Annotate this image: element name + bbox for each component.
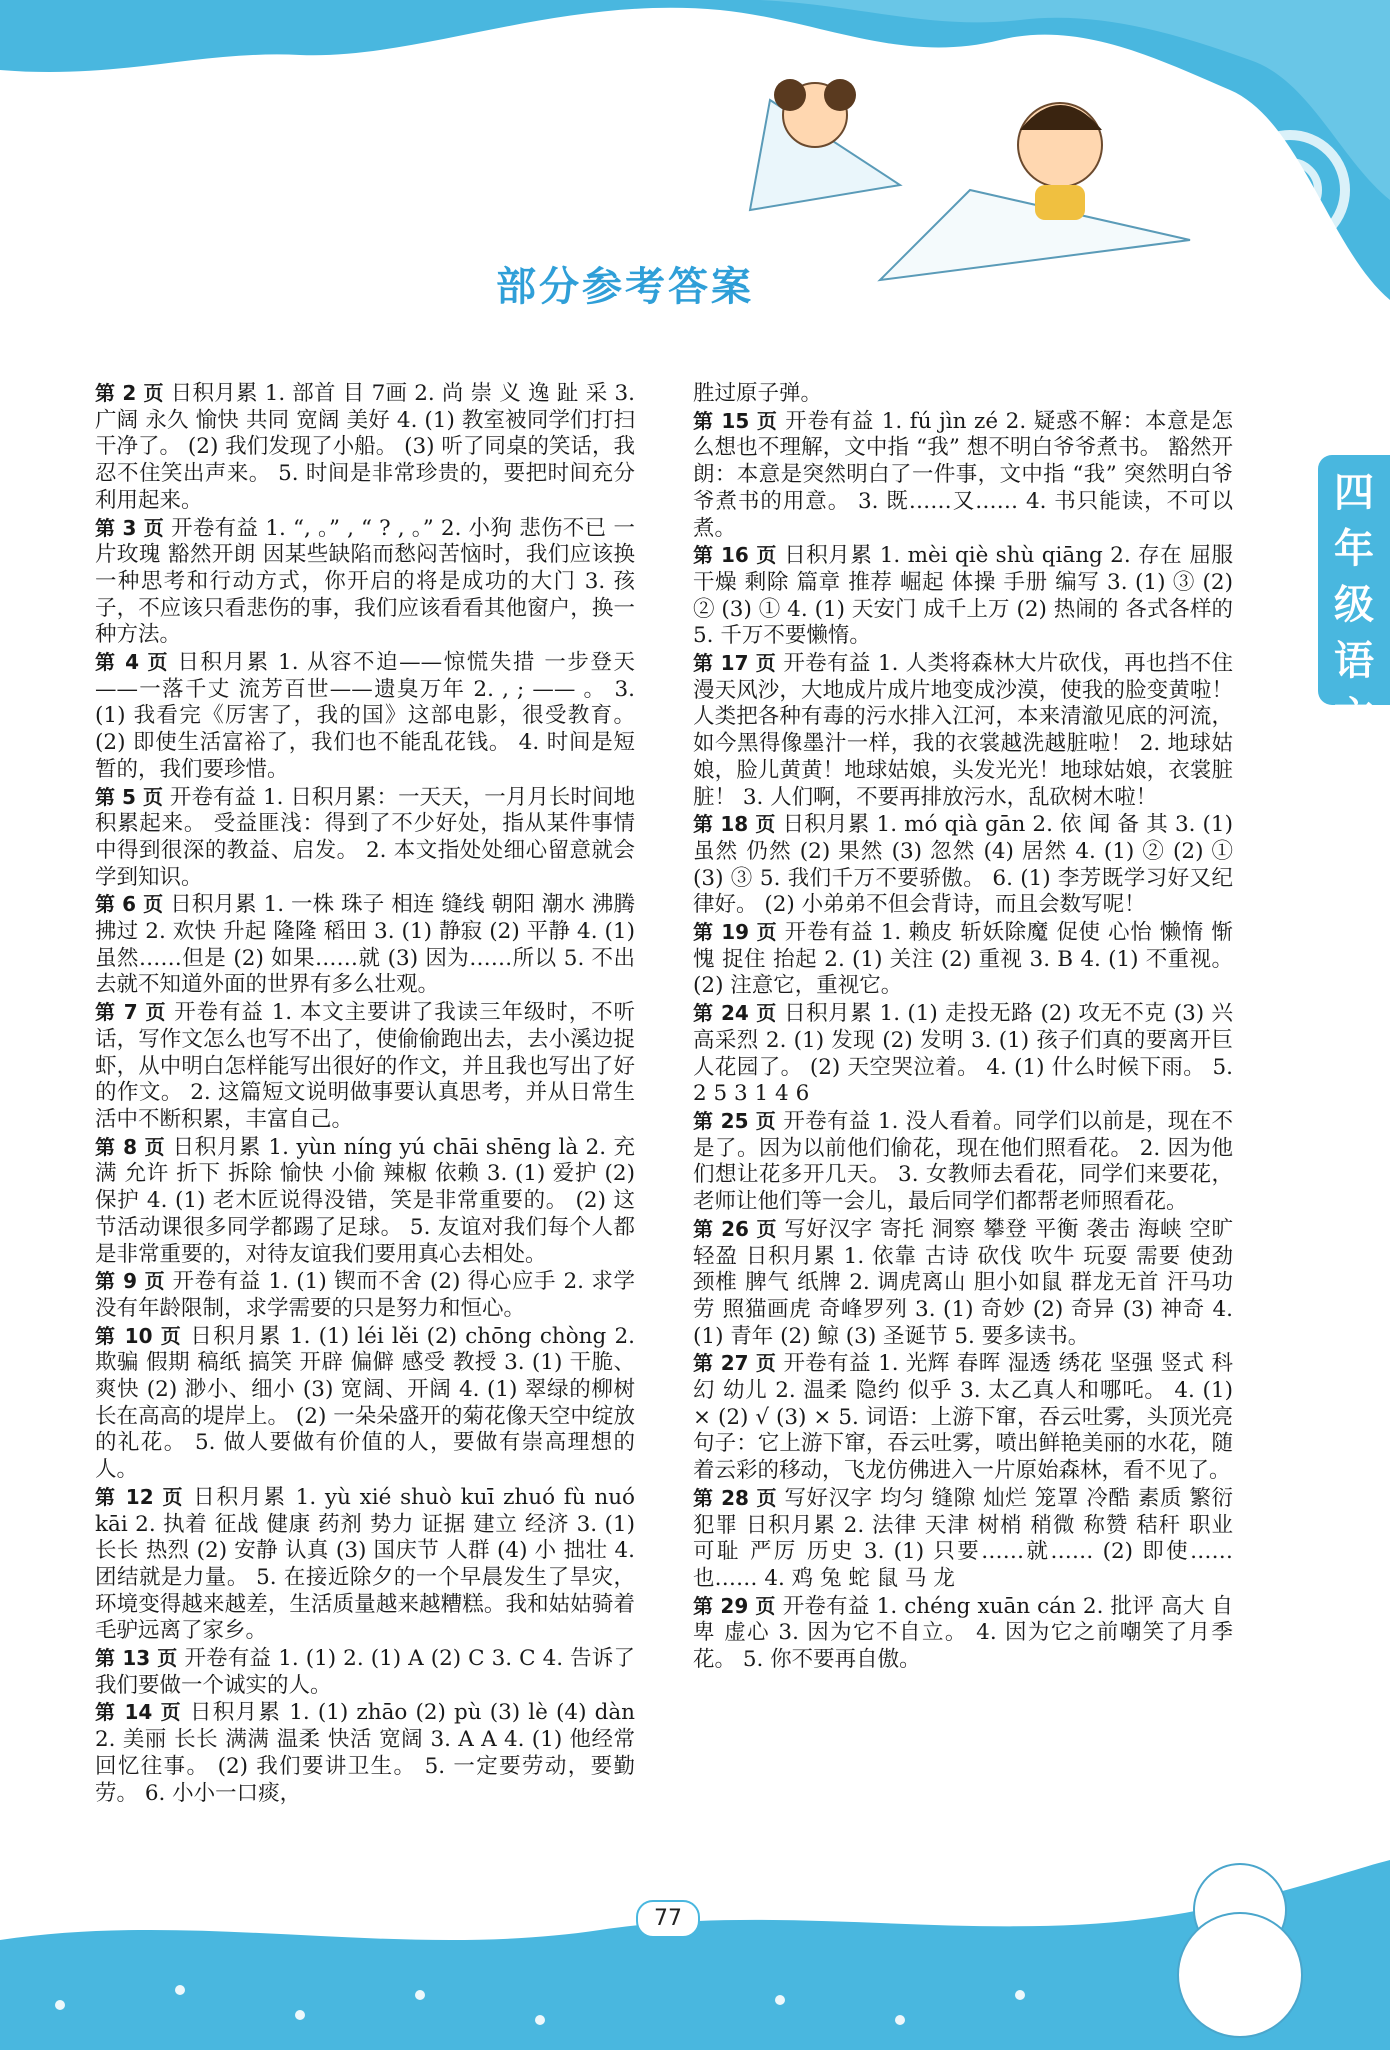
answer-text: 开卷有益 1. (1) 2. (1) A (2) C 3. C 4. 告诉了我们要做一个诚实的人。 — [95, 1646, 635, 1698]
page-ref: 第 13 页 — [95, 1646, 178, 1671]
answer-text: 日积月累 1. (1) léi lěi (2) chōng chòng 2. 欺骗 假期 稿纸 搞笑 开辟 偏僻 感受 教授 3. (1) 干脆、爽快 (2) 渺小、细小 (3) 宽阔、开阔 4. (1) 翠绿的柳树长在高高的堤岸上。 (2) 一朵朵盛开的菊花像天空中绽放的礼花。 5. 做人要做有价值的人，要做有崇高理想的人。 — [95, 1323, 635, 1483]
answer-entry — [693, 542, 1233, 650]
answer-entry — [693, 1350, 1233, 1485]
page-ref: 第 2 页 — [95, 381, 164, 405]
answer-entry — [95, 515, 635, 650]
answer-entry — [693, 408, 1233, 543]
answers-right-column — [693, 380, 1233, 1674]
answer-entry — [693, 811, 1233, 919]
answer-entry — [95, 1645, 635, 1699]
answer-entry — [693, 1485, 1233, 1593]
page-ref: 第 12 页 — [95, 1484, 185, 1509]
answer-entry — [693, 650, 1233, 811]
page-ref: 第 6 页 — [95, 892, 164, 917]
page-ref: 第 16 页 — [693, 543, 777, 568]
answer-text: 开卷有益 1. fú jìn zé 2. 疑惑不解：本意是怎么想也不理解，文中指 “我” 想不明白爷爷煮书。 豁然开朗：本意是突然明白了一件事，文中指 “我” 突然明白爷爷煮书的用意。 3. 既……又…… 4. 书只能读，不可以煮。 — [693, 408, 1233, 541]
page-ref: 第 14 页 — [95, 1700, 182, 1725]
answer-text: 日积月累 1. yùn níng yú chāi shēng là 2. 充满 允许 折下 拆除 愉快 小偷 辣椒 依赖 3. (1) 爱护 (2) 保护 4. (1) 老木匠说得没错，笑是非常重要的。 (2) 这节活动课很多同学都踢了足球。 5. 友谊对我们每个人都是非常重要的，对待友谊我们要用真心去相处。 — [95, 1134, 635, 1267]
answer-text: 日积月累 1. yù xié shuò kuī zhuó fù nuó kāi 2. 执着 征战 健康 药剂 势力 证据 建立 经济 3. (1) 长长 热烈 (2) 安静 认真 (3) 国庆节 人群 (4) 小 拙壮 4. 团结就是力量。 5. 在接近除夕的一个早晨发生了旱灾，环境变得越来越差，生活质量越来越糟糕。我和姑姑骑着毛驴远离了家乡。 — [95, 1484, 635, 1644]
answer-entry — [693, 1216, 1233, 1351]
answer-entry — [693, 380, 1233, 408]
answer-entry — [95, 891, 635, 999]
answer-entry — [95, 1323, 635, 1484]
answer-text: 开卷有益 1. 人类将森林大片砍伐，再也挡不住漫天风沙，大地成片成片地变成沙漠，使我的脸变黄啦！ 人类把各种有毒的污水排入江河，本来清澈见底的河流，如今黑得像墨汁一样，我的衣裳越洗越脏啦！ 2. 地球姑娘，脸儿黄黄！地球姑娘，头发光光！地球姑娘，衣裳脏脏！ 3. 人们啊，不要再排放污水，乱砍树木啦！ — [693, 651, 1233, 810]
answer-entry — [95, 649, 635, 784]
answer-entry — [95, 999, 635, 1134]
page-ref: 第 15 页 — [693, 408, 778, 433]
answer-text: 开卷有益 1. 没人看着。同学们以前是，现在不是了。因为以前他们偷花，现在他们照看花。 2. 因为他们想让花多开几天。 3. 女教师去看花，同学们来要花，老师让他们等一会儿，最后同学们都帮老师照看花。 — [693, 1108, 1233, 1215]
answer-text: 胜过原子弹。 — [693, 381, 823, 406]
answers-left-column — [95, 380, 635, 1807]
answer-text: 开卷有益 1. (1) 锲而不舍 (2) 得心应手 2. 求学没有年龄限制，求学需要的只是努力和恒心。 — [95, 1269, 635, 1321]
answer-text: 日积月累 1. mèi qiè shù qiāng 2. 存在 屈服 干燥 剩除 篇章 推荐 崛起 体操 手册 编写 3. (1) ③ (2) ② (3) ① 4. (1) 天安门 成千上万 (2) 热闹的 各式各样的 5. 千万不要懒惰。 — [693, 543, 1233, 649]
answer-text: 日积月累 1. mó qià gān 2. 依 闻 备 其 3. (1) 虽然 仍然 (2) 果然 (3) 忽然 (4) 居然 4. (1) ② (2) ① (3) ③ 5. 我们千万不要骄傲。 6. (1) 李芳既学习好又纪律好。 (2) 小弟弟不但会背诗，而且会数写呢！ — [693, 812, 1233, 918]
answer-text: 开卷有益 1. 本文主要讲了我读三年级时，不听话，写作文怎么也写不出了，使偷偷跑出去，去小溪边捉虾，从中明白怎样能写出很好的作文，并且我也写出了好的作文。 2. 这篇短文说明做事要认真思考，并从日常生活中不断积累，丰富自己。 — [95, 1000, 636, 1132]
answer-entry — [95, 1484, 635, 1645]
answer-text: 开卷有益 1. 赖皮 斩妖除魔 促使 心怡 懒惰 惭愧 捉住 抬起 2. (1) 关注 (2) 重视 3. B 4. (1) 不重视。 (2) 注意它，重视它。 — [693, 920, 1233, 999]
answer-text: 写好汉字 均匀 缝隙 灿烂 笼罩 冷酷 素质 繁衍 犯罪 日积月累 2. 法律 天津 树梢 稍微 称赞 秸秆 职业 可耻 严厉 历史 3. (1) 只要……就…… (2) 即使……也…… 4. 鸡 兔 蛇 鼠 马 龙 — [693, 1485, 1233, 1591]
page-ref: 第 8 页 — [95, 1134, 166, 1159]
grade-subject-label: 四年级语文 — [1334, 470, 1374, 740]
page-ref: 第 4 页 — [95, 650, 170, 675]
answer-entry — [693, 1593, 1233, 1674]
page-number: 77 — [636, 1900, 700, 1938]
answer-text: 写好汉字 寄托 洞察 攀登 平衡 袭击 海峡 空旷 轻盈 日积月累 1. 依靠 古诗 砍伐 吹牛 玩耍 需要 使劲 颈椎 脾气 纸牌 2. 调虎离山 胆小如鼠 群龙无首 汗马功劳 照猫画虎 奇峰罗列 3. (1) 奇妙 (2) 奇异 (3) 神奇 4. (1) 青年 (2) 鲸 (3) 圣诞节 5. 要多读书。 — [693, 1216, 1233, 1349]
page-ref: 第 3 页 — [95, 515, 164, 540]
answer-entry — [95, 1134, 635, 1269]
answer-text: 开卷有益 1. chéng xuān cán 2. 批评 高大 自卑 虚心 3. 因为它不自立。 4. 因为它之前嘲笑了月季花。 5. 你不要再自傲。 — [693, 1593, 1233, 1673]
page-ref: 第 18 页 — [693, 812, 776, 837]
answer-text: 开卷有益 1. 光辉 春晖 湿透 绣花 坚强 竖式 科幻 幼儿 2. 温柔 隐约 似乎 3. 太乙真人和哪吒。 4. (1) × (2) √ (3) × 5. 词语：上游下窜，吞云吐雾，头顶光亮 句子：它上游下窜，吞云吐雾，喷出鲜艳美丽的水花，随着云彩的移动，飞龙仿佛进入一片原始森林，看不见了。 — [693, 1351, 1233, 1484]
page-ref: 第 7 页 — [95, 1000, 167, 1025]
answer-text: 日积月累 1. 部首 目 7画 2. 尚 崇 义 逸 趾 采 3. 广阔 永久 愉快 共同 宽阔 美好 4. (1) 教室被同学们打扫干净了。 (2) 我们发现了小船。 (3) 听了同桌的笑话，我忍不住笑出声来。 5. 时间是非常珍贵的，要把时间充分利用起来。 — [95, 381, 635, 513]
page-ref: 第 29 页 — [693, 1593, 776, 1618]
answer-entry — [693, 919, 1233, 1000]
page-ref: 第 5 页 — [95, 784, 164, 809]
page-ref: 第 24 页 — [693, 1001, 777, 1026]
answer-text: 开卷有益 1. 日积月累：一天天，一月月长时间地积累起来。 受益匪浅：得到了不少好处，指从某件事情中得到很深的教益、启发。 2. 本文指处处细心留意就会学到知识。 — [95, 784, 635, 890]
answer-entry — [95, 784, 635, 892]
page-ref: 第 25 页 — [693, 1108, 777, 1133]
page-ref: 第 26 页 — [693, 1216, 778, 1241]
page-ref: 第 10 页 — [95, 1323, 183, 1348]
page-ref: 第 28 页 — [693, 1485, 778, 1510]
page-ref: 第 27 页 — [693, 1351, 777, 1376]
answer-entry — [693, 1108, 1233, 1216]
answer-text: 日积月累 1. 一株 珠子 相连 缝线 朝阳 潮水 沸腾 拂过 2. 欢快 升起 隆隆 稻田 3. (1) 静寂 (2) 平静 4. (1) 虽然……但是 (2) 如果……就 (3) 因为……所以 5. 不出去就不知道外面的世界有多么壮观。 — [95, 892, 635, 998]
answer-entry — [95, 380, 635, 515]
page-title: 部分参考答案 — [496, 264, 754, 310]
answer-entry — [95, 1268, 635, 1322]
answer-text: 日积月累 1. (1) 走投无路 (2) 攻无不克 (3) 兴高采烈 2. (1) 发现 (2) 发明 3. (1) 孩子们真的要离开巨人花园了。 (2) 天空哭泣着。 4. (1) 什么时候下雨。 5. 2 5 3 1 4 6 — [693, 1001, 1233, 1107]
answer-text: 开卷有益 1. “, 。” , “ ? , 。” 2. 小狗 悲伤不已 一片玫瑰 豁然开朗 因某些缺陷而愁闷苦恼时，我们应该换一种思考和行动方式，你开启的将是成功的大门 3. 孩子，不应该只看悲伤的事，我们应该看看其他窗户，换一种方法。 — [95, 515, 635, 648]
answer-entry — [693, 1000, 1233, 1108]
page-ref: 第 9 页 — [95, 1269, 166, 1294]
answer-text: 日积月累 1. (1) zhāo (2) pù (3) lè (4) dàn 2. 美丽 长长 满满 温柔 快活 宽阔 3. A A 4. (1) 他经常回忆往事。 (2) 我们要讲卫生。 5. 一定要劳动，要勤劳。 6. 小小一口痰， — [95, 1700, 636, 1806]
answer-text: 日积月累 1. 从容不迫——惊慌失措 一步登天——一落千丈 流芳百世——遗臭万年 2. , ; —— 。 3. (1) 我看完《厉害了，我的国》这部电影，很受教育。 (2) 即使生活富裕了，我们也不能乱花钱。 4. 时间是短暂的，我们要珍惜。 — [95, 650, 635, 782]
page-ref: 第 17 页 — [693, 651, 777, 676]
page-ref: 第 19 页 — [693, 920, 778, 945]
